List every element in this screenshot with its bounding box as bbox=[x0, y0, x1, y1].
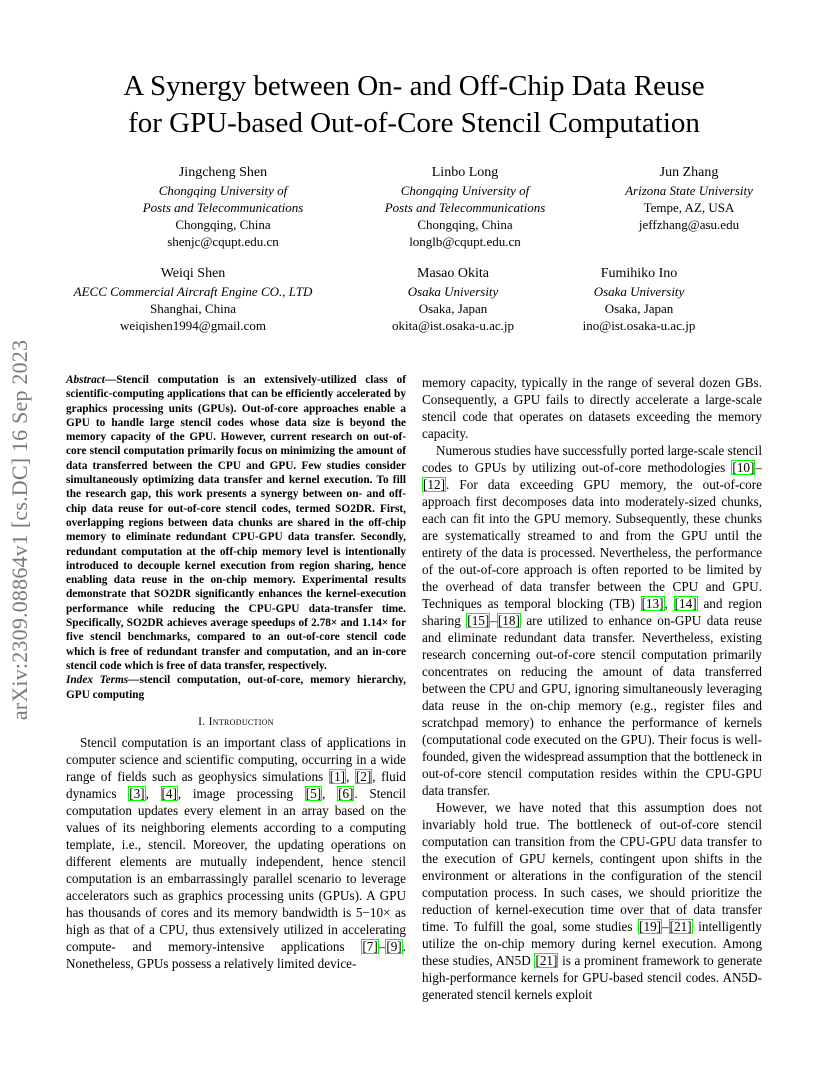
text-run: – bbox=[662, 919, 669, 934]
text-run: – bbox=[378, 938, 386, 954]
section-heading bbox=[66, 716, 406, 728]
citation-link[interactable]: [5] bbox=[305, 785, 322, 801]
section-title: Introduction bbox=[208, 715, 274, 728]
author-email[interactable]: shenjc@cqupt.edu.cn bbox=[167, 234, 279, 249]
author-affiliation: Arizona State University bbox=[625, 183, 753, 198]
author-affiliation: Posts and Telecommunications bbox=[142, 200, 304, 215]
right-column bbox=[422, 374, 762, 1003]
author-location: Chongqing, China bbox=[417, 217, 513, 232]
author-location: Osaka, Japan bbox=[604, 301, 674, 316]
text-run: and region sharing bbox=[422, 596, 762, 628]
citation-link[interactable]: [10] bbox=[732, 460, 755, 475]
arxiv-id[interactable]: arXiv:2309.08864v1 [cs.DC] 16 Sep 2023 bbox=[7, 339, 32, 721]
citation-link[interactable]: [6] bbox=[338, 785, 354, 801]
author-name: Weiqi Shen bbox=[160, 266, 226, 281]
index-terms-label: Index Terms— bbox=[66, 674, 140, 687]
author-email[interactable]: longlb@cqupt.edu.cn bbox=[409, 234, 521, 249]
citation-link[interactable]: [4] bbox=[161, 785, 177, 801]
text-run: , fluid dynamics bbox=[66, 768, 406, 801]
citation-link[interactable]: [3] bbox=[129, 785, 145, 801]
author-affiliation: AECC Commercial Aircraft Engine CO., LTD bbox=[73, 284, 313, 299]
citation-link[interactable]: [2] bbox=[355, 768, 372, 784]
citation-link[interactable]: [12] bbox=[423, 477, 445, 492]
citation-link[interactable]: [19] bbox=[639, 919, 662, 934]
author-location: Shanghai, China bbox=[150, 301, 236, 316]
author-block bbox=[58, 264, 328, 334]
text-run: , bbox=[145, 785, 161, 801]
citation-link[interactable]: [18] bbox=[497, 613, 520, 628]
author-name: Jun Zhang bbox=[659, 165, 719, 180]
author-email[interactable]: jeffzhang@asu.edu bbox=[638, 217, 740, 232]
citation-link[interactable]: [21] bbox=[669, 919, 692, 934]
citation-link[interactable]: [7] bbox=[362, 938, 378, 954]
body-paragraph bbox=[422, 442, 762, 799]
text-run: Stencil computation is an important class of applications in computer science and scientific computing, occurring in a wide range of fields such as geophysics simulations bbox=[66, 734, 406, 784]
title-line-2: for GPU-based Out-of-Core Stencil Computation bbox=[128, 107, 700, 139]
paper-title bbox=[40, 68, 788, 142]
citation-link[interactable]: [13] bbox=[641, 596, 664, 611]
author-location: Chongqing, China bbox=[175, 217, 271, 232]
citation-link[interactable]: [21] bbox=[535, 953, 558, 968]
left-column bbox=[66, 373, 406, 972]
abstract-label: Abstract— bbox=[66, 374, 117, 386]
author-location: Tempe, AZ, USA bbox=[643, 200, 735, 215]
citation-link[interactable]: [1] bbox=[329, 768, 346, 784]
body-paragraph bbox=[66, 734, 406, 972]
body-paragraph bbox=[422, 799, 762, 1003]
author-affiliation: Posts and Telecommunications bbox=[384, 200, 546, 215]
text-run: , bbox=[346, 768, 355, 784]
author-name: Fumihiko Ino bbox=[600, 266, 678, 281]
abstract bbox=[66, 373, 406, 673]
author-affiliation: Osaka University bbox=[593, 284, 685, 299]
index-terms-text: stencil computation, out-of-core, memory hierarchy, GPU computing bbox=[66, 674, 406, 701]
text-run: – bbox=[490, 613, 497, 628]
section-number: I. bbox=[198, 715, 209, 728]
text-run: , image processing bbox=[177, 785, 305, 801]
author-email[interactable]: okita@ist.osaka-u.ac.jp bbox=[391, 318, 515, 333]
index-terms bbox=[66, 673, 406, 702]
author-affiliation: Chongqing University of bbox=[400, 183, 530, 198]
citation-link[interactable]: [14] bbox=[674, 596, 697, 611]
author-email[interactable]: ino@ist.osaka-u.ac.jp bbox=[582, 318, 696, 333]
citation-link[interactable]: [9] bbox=[386, 938, 402, 954]
abstract-text: Stencil computation is an extensively-utilized class of scientific-computing applications that can be efficiently accelerated by graphics processing units (GPUs). Out-of-core approaches enable a GPU to handle large stencil codes whose data size is beyond the memory capacity of the GPU. However, current research on out-of-core stencil computation primarily focus on minimizing the amount of data transferred between the CPU and GPU. Few studies consider simultaneously optimizing data transfer and kernel execution. To fill the research gap, this work presents a synergy between on- and off-chip data reuse for out-of-core stencil codes, termed SO2DR. First, overlapping regions between data chunks are shared in the off-chip memory to eliminate redundant CPU-GPU data transfer. Secondly, redundant computation at the off-chip memory level is intentionally introduced to decouple kernel execution from region sharing, hence enabling data reuse in the on-chip memory. Experimental results demonstrate that SO2DR significantly enhances the kernel-execution performance while reducing the CPU-GPU data-transfer time. Specifically, SO2DR achieves average speedups of 2.78× and 1.14× for five stencil benchmarks, compared to an out-of-core stencil code which is free of redundant transfer and computation, and an in-core stencil code which is free of data transfer, respectively. bbox=[66, 374, 406, 672]
author-affiliation: Osaka University bbox=[407, 284, 499, 299]
author-email[interactable]: weiqishen1994@gmail.com bbox=[120, 318, 266, 333]
text-run: . Stencil computation updates every element in an array based on the values of its neighboring elements according to a computing template, i.e., stencil. Moreover, the updating operations on different elements are mutually independent, hence stencil computation is an embarrassingly parallel scenario to leverage accelerators such as graphics processing units (GPUs). A GPU has thousands of cores and its memory bandwidth is 5−10× as high as that of a CPU, thus extensively utilized in accelerating compute- and memory-intensive applications bbox=[66, 785, 407, 954]
author-block bbox=[504, 264, 774, 334]
author-name: Masao Okita bbox=[417, 266, 489, 281]
body-paragraph: memory capacity, typically in the range of several dozen GBs. Consequently, a GPU fails to directly accelerate a large-scale stencil code that operates on datasets exceeding the memory capacity. bbox=[422, 375, 762, 441]
text-run: , bbox=[664, 596, 674, 611]
text-run: . Nonetheless, GPUs possess a relatively limited device- bbox=[66, 938, 406, 971]
text-run: intelligently utilize the on-chip memory during kernel execution. Among these studies, AN5D bbox=[422, 919, 762, 968]
text-run: is a prominent framework to generate high-performance kernels for GPU-based stencil codes. AN5D-generated stencil kernels exploit bbox=[422, 953, 762, 1002]
text-run: , bbox=[322, 785, 338, 801]
title-line-1: A Synergy between On- and Off-Chip Data Reuse bbox=[123, 70, 705, 102]
text-run: – bbox=[755, 460, 762, 475]
author-affiliation: Chongqing University of bbox=[158, 183, 288, 198]
author-block bbox=[554, 163, 824, 233]
text-run: . For data exceeding GPU memory, the out-of-core approach first decomposes data into moderately-sized chunks, each can fit into the GPU memory. Subsequently, these chunks are systematically streamed to and from the GPU until the entirety of the data is processed. Nevertheless, the performance of the out-of-core approach is often reported to be limited by the overhead of data transfer between the CPU and GPU. Techniques as temporal blocking (TB) bbox=[422, 477, 762, 611]
author-block bbox=[88, 163, 358, 250]
author-location: Osaka, Japan bbox=[418, 301, 488, 316]
author-name: Linbo Long bbox=[431, 165, 499, 180]
citation-link[interactable]: [15] bbox=[467, 613, 490, 628]
text-run: are utilized to enhance on-GPU data reuse and eliminate redundant data transfer. Nevertheless, existing research concerning out-of-core stencil computation primarily concentrates on reducing the amount of data transferred between the CPU and GPU, ignoring simultaneously leveraging data reuse in the on-chip memory (e.g., register files and scratchpad memory) to enhance the performance of kernels (computational code executed on the GPU). Their focus is well-founded, given the widespread assumption that the bottleneck in out-of-core stencil computation resides within the CPU-GPU data transfer. bbox=[422, 613, 762, 798]
text-run: Numerous studies have successfully ported large-scale stencil codes to GPUs by utilizing out-of-core methodologies bbox=[422, 443, 762, 475]
author-name: Jingcheng Shen bbox=[178, 165, 268, 180]
text-run: However, we have noted that this assumption does not invariably hold true. The bottleneck of out-of-core stencil computation can transition from the CPU-GPU data transfer to the execution of GPU kernels, contingent upon shifts in the environment or alterations in the configuration of the stencil computation process. In such cases, we should prioritize the reduction of kernel-execution time over that of data transfer time. To fulfill the goal, some studies bbox=[422, 800, 762, 934]
